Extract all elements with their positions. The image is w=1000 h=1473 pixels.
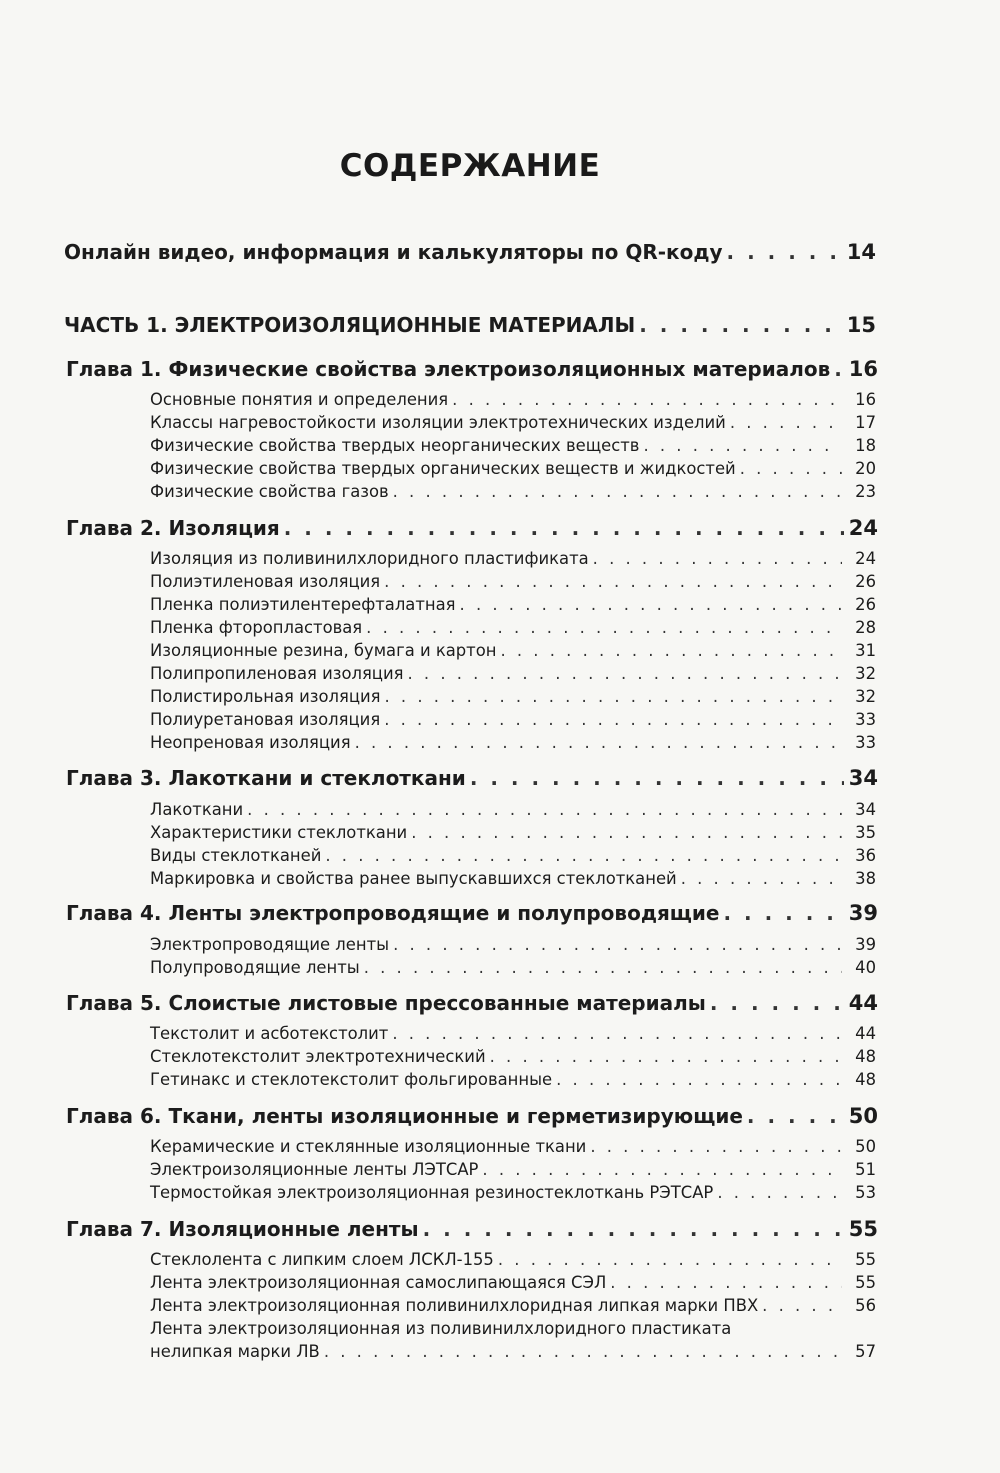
leader-dots	[643, 436, 842, 455]
toc-page-number: 18	[855, 436, 876, 455]
toc-section[interactable]	[150, 710, 876, 729]
toc-section-text: Полупроводящие ленты	[150, 958, 360, 977]
toc-section-text: Полистирольная изоляция	[150, 687, 381, 706]
leader-dots	[730, 413, 842, 432]
leader-dots	[490, 1047, 842, 1066]
toc-section-text: Физические свойства твердых неорганических веществ	[150, 436, 640, 455]
toc-section-text: Физические свойства твердых органических веществ и жидкостей	[150, 459, 736, 478]
toc-section[interactable]	[150, 823, 876, 842]
toc-section-text: Изоляция из поливинилхлоридного пластификата	[150, 549, 589, 568]
leader-dots	[500, 641, 842, 660]
toc-chapter-4[interactable]	[66, 901, 878, 925]
toc-page-number: 40	[855, 958, 876, 977]
toc-page-number: 20	[855, 459, 876, 478]
toc-section[interactable]	[150, 1342, 876, 1361]
toc-entry-text: Онлайн видео, информация и калькуляторы по QR-коду	[64, 240, 723, 264]
toc-entry-text: ЧАСТЬ 1. ЭЛЕКТРОИЗОЛЯЦИОННЫЕ МАТЕРИАЛЫ	[64, 313, 636, 337]
toc-section-text: Классы нагревостойкости изоляции электротехнических изделий	[150, 413, 726, 432]
toc-section-text: Полипропиленовая изоляция	[150, 664, 404, 683]
toc-section-text: Электропроводящие ленты	[150, 935, 390, 954]
leader-dots	[556, 1070, 842, 1089]
toc-page-number: 26	[855, 595, 876, 614]
toc-section[interactable]	[150, 687, 876, 706]
toc-section-text: Маркировка и свойства ранее выпускавшихся стеклотканей	[150, 869, 677, 888]
toc-section[interactable]	[150, 482, 876, 501]
toc-section-text: нелипкая марки ЛВ	[150, 1342, 320, 1361]
leader-dots	[247, 800, 842, 819]
leader-dots	[470, 766, 844, 790]
toc-chapter-text: Глава 6. Ткани, ленты изоляционные и герметизирующие	[66, 1104, 743, 1128]
leader-dots	[355, 733, 842, 752]
toc-entry-part1[interactable]	[64, 313, 876, 337]
toc-chapter-5[interactable]	[66, 991, 878, 1015]
toc-page-number: 39	[855, 935, 876, 954]
toc-section[interactable]	[150, 958, 876, 977]
toc-chapter-2[interactable]	[66, 516, 878, 540]
leader-dots	[325, 846, 842, 865]
toc-page-number: 36	[855, 846, 876, 865]
toc-section-text: Пленка полиэтилентерефталатная	[150, 595, 456, 614]
page-title: СОДЕРЖАНИЕ	[339, 148, 601, 184]
toc-section-text: Основные понятия и определения	[150, 390, 449, 409]
toc-section-text: Полиэтиленовая изоляция	[150, 572, 381, 591]
leader-dots	[747, 1104, 844, 1128]
toc-page-number: 31	[855, 641, 876, 660]
toc-chapter-text: Глава 2. Изоляция	[66, 516, 280, 540]
toc-section-text: Стеклолента с липким слоем ЛСКЛ-155	[150, 1250, 494, 1269]
toc-chapter-text: Глава 7. Изоляционные ленты	[66, 1217, 419, 1241]
leader-dots	[393, 482, 842, 501]
leader-dots	[610, 1273, 842, 1292]
toc-section[interactable]	[150, 390, 876, 409]
toc-section-text: Неопреновая изоляция	[150, 733, 351, 752]
leader-dots	[364, 958, 842, 977]
toc-page-number: 26	[855, 572, 876, 591]
toc-section[interactable]	[150, 1070, 876, 1089]
toc-page-number: 32	[855, 687, 876, 706]
toc-section-text: Виды стеклотканей	[150, 846, 322, 865]
toc-section-text: Лента электроизоляционная поливинилхлоридная липкая марки ПВХ	[150, 1296, 759, 1315]
toc-page-number: 44	[855, 1024, 876, 1043]
toc-section[interactable]	[150, 549, 876, 568]
toc-page-number: 50	[855, 1137, 876, 1156]
leader-dots	[384, 710, 842, 729]
leader-dots	[717, 1183, 842, 1202]
leader-dots	[393, 935, 842, 954]
toc-section[interactable]	[150, 1024, 876, 1043]
toc-chapter-1[interactable]	[66, 357, 878, 381]
toc-page-number: 44	[848, 991, 878, 1015]
toc-section[interactable]	[150, 1250, 876, 1269]
toc-section[interactable]	[150, 459, 876, 478]
leader-dots	[407, 664, 842, 683]
leader-dots	[681, 869, 842, 888]
leader-dots	[385, 687, 843, 706]
toc-section[interactable]	[150, 1183, 876, 1202]
leader-dots	[284, 516, 844, 540]
leader-dots	[482, 1160, 842, 1179]
toc-section-text: Физические свойства газов	[150, 482, 389, 501]
toc-page-number: 51	[855, 1160, 876, 1179]
toc-section[interactable]	[150, 1296, 876, 1315]
toc-chapter-6[interactable]	[66, 1104, 878, 1128]
toc-section-text: Текстолит и асботекстолит	[150, 1024, 389, 1043]
toc-section[interactable]	[150, 1047, 876, 1066]
toc-section[interactable]	[150, 595, 876, 614]
leader-dots	[834, 357, 844, 381]
toc-page-number: 57	[855, 1342, 876, 1361]
toc-page-number: 14	[846, 240, 876, 264]
toc-section-text: Термостойкая электроизоляционная резиностеклоткань РЭТСАР	[150, 1183, 714, 1202]
toc-section-line1[interactable]	[150, 1319, 876, 1338]
leader-dots	[724, 901, 845, 925]
toc-page-number: 24	[855, 549, 876, 568]
leader-dots	[727, 240, 842, 264]
toc-section-text: Стеклотекстолит электротехнический	[150, 1047, 486, 1066]
toc-section-text: Электроизоляционные ленты ЛЭТСАР	[150, 1160, 479, 1179]
toc-page-number: 48	[855, 1070, 876, 1089]
leader-dots	[740, 459, 842, 478]
toc-page-number: 35	[855, 823, 876, 842]
leader-dots	[324, 1342, 842, 1361]
toc-section-text: Полиуретановая изоляция	[150, 710, 381, 729]
leader-dots	[384, 572, 842, 591]
toc-page-number: 23	[855, 482, 876, 501]
toc-page-number: 55	[848, 1217, 878, 1241]
toc-section[interactable]	[150, 664, 876, 683]
toc-page-number: 38	[855, 869, 876, 888]
toc-chapter-text: Глава 1. Физические свойства электроизоляционных материалов	[66, 357, 831, 381]
toc-section-text: Изоляционные резина, бумага и картон	[150, 641, 497, 660]
toc-page-number: 16	[848, 357, 878, 381]
toc-page-number: 50	[848, 1104, 878, 1128]
toc-section[interactable]	[150, 1273, 876, 1292]
toc-page-number: 33	[855, 733, 876, 752]
toc-page-number: 16	[855, 390, 876, 409]
toc-chapter-3[interactable]	[66, 766, 878, 790]
toc-section[interactable]	[150, 935, 876, 954]
toc-chapter-7[interactable]	[66, 1217, 878, 1241]
toc-section-text: Лакоткани	[150, 800, 244, 819]
toc-chapter-text: Глава 3. Лакоткани и стеклоткани	[66, 766, 466, 790]
toc-section[interactable]	[150, 618, 876, 637]
leader-dots	[593, 549, 842, 568]
toc-section[interactable]	[150, 733, 876, 752]
toc-page-number: 55	[855, 1273, 876, 1292]
toc-section[interactable]	[150, 641, 876, 660]
toc-section-text: Пленка фторопластовая	[150, 618, 363, 637]
toc-page-number: 24	[848, 516, 878, 540]
toc-entry-intro[interactable]	[64, 240, 876, 264]
toc-section[interactable]	[150, 436, 876, 455]
leader-dots	[423, 1217, 844, 1241]
toc-section[interactable]	[150, 1160, 876, 1179]
toc-page-number: 15	[846, 313, 876, 337]
toc-section-text: Лента электроизоляционная из поливинилхлоридного пластиката	[150, 1319, 732, 1338]
toc-section-text: Лента электроизоляционная самослипающаяся СЭЛ	[150, 1273, 607, 1292]
leader-dots	[392, 1024, 842, 1043]
toc-section[interactable]	[150, 800, 876, 819]
toc-section-text: Гетинакс и стеклотекстолит фольгированные	[150, 1070, 553, 1089]
toc-page-number: 39	[848, 901, 878, 925]
leader-dots	[710, 991, 844, 1015]
toc-page-number: 48	[855, 1047, 876, 1066]
toc-section[interactable]	[150, 413, 876, 432]
toc-page-number: 28	[855, 618, 876, 637]
toc-page-number: 56	[855, 1296, 876, 1315]
leader-dots	[590, 1137, 842, 1156]
leader-dots	[452, 390, 842, 409]
leader-dots	[411, 823, 842, 842]
toc-chapter-text: Глава 4. Ленты электропроводящие и полупроводящие	[66, 901, 720, 925]
leader-dots	[498, 1250, 842, 1269]
leader-dots	[762, 1296, 842, 1315]
toc-section-text: Характеристики стеклоткани	[150, 823, 408, 842]
toc-section[interactable]	[150, 572, 876, 591]
toc-section-text: Керамические и стеклянные изоляционные ткани	[150, 1137, 587, 1156]
toc-chapter-text: Глава 5. Слоистые листовые прессованные материалы	[66, 991, 706, 1015]
toc-page-number: 34	[848, 766, 878, 790]
leader-dots	[460, 595, 842, 614]
toc-section[interactable]	[150, 869, 876, 888]
toc-page-number: 55	[855, 1250, 876, 1269]
toc-page-number: 33	[855, 710, 876, 729]
toc-page-number: 53	[855, 1183, 876, 1202]
toc-page-number: 32	[855, 664, 876, 683]
toc-page-number: 34	[855, 800, 876, 819]
leader-dots	[366, 618, 842, 637]
toc-page-number: 17	[855, 413, 876, 432]
leader-dots	[639, 313, 842, 337]
toc-section[interactable]	[150, 1137, 876, 1156]
toc-section[interactable]	[150, 846, 876, 865]
